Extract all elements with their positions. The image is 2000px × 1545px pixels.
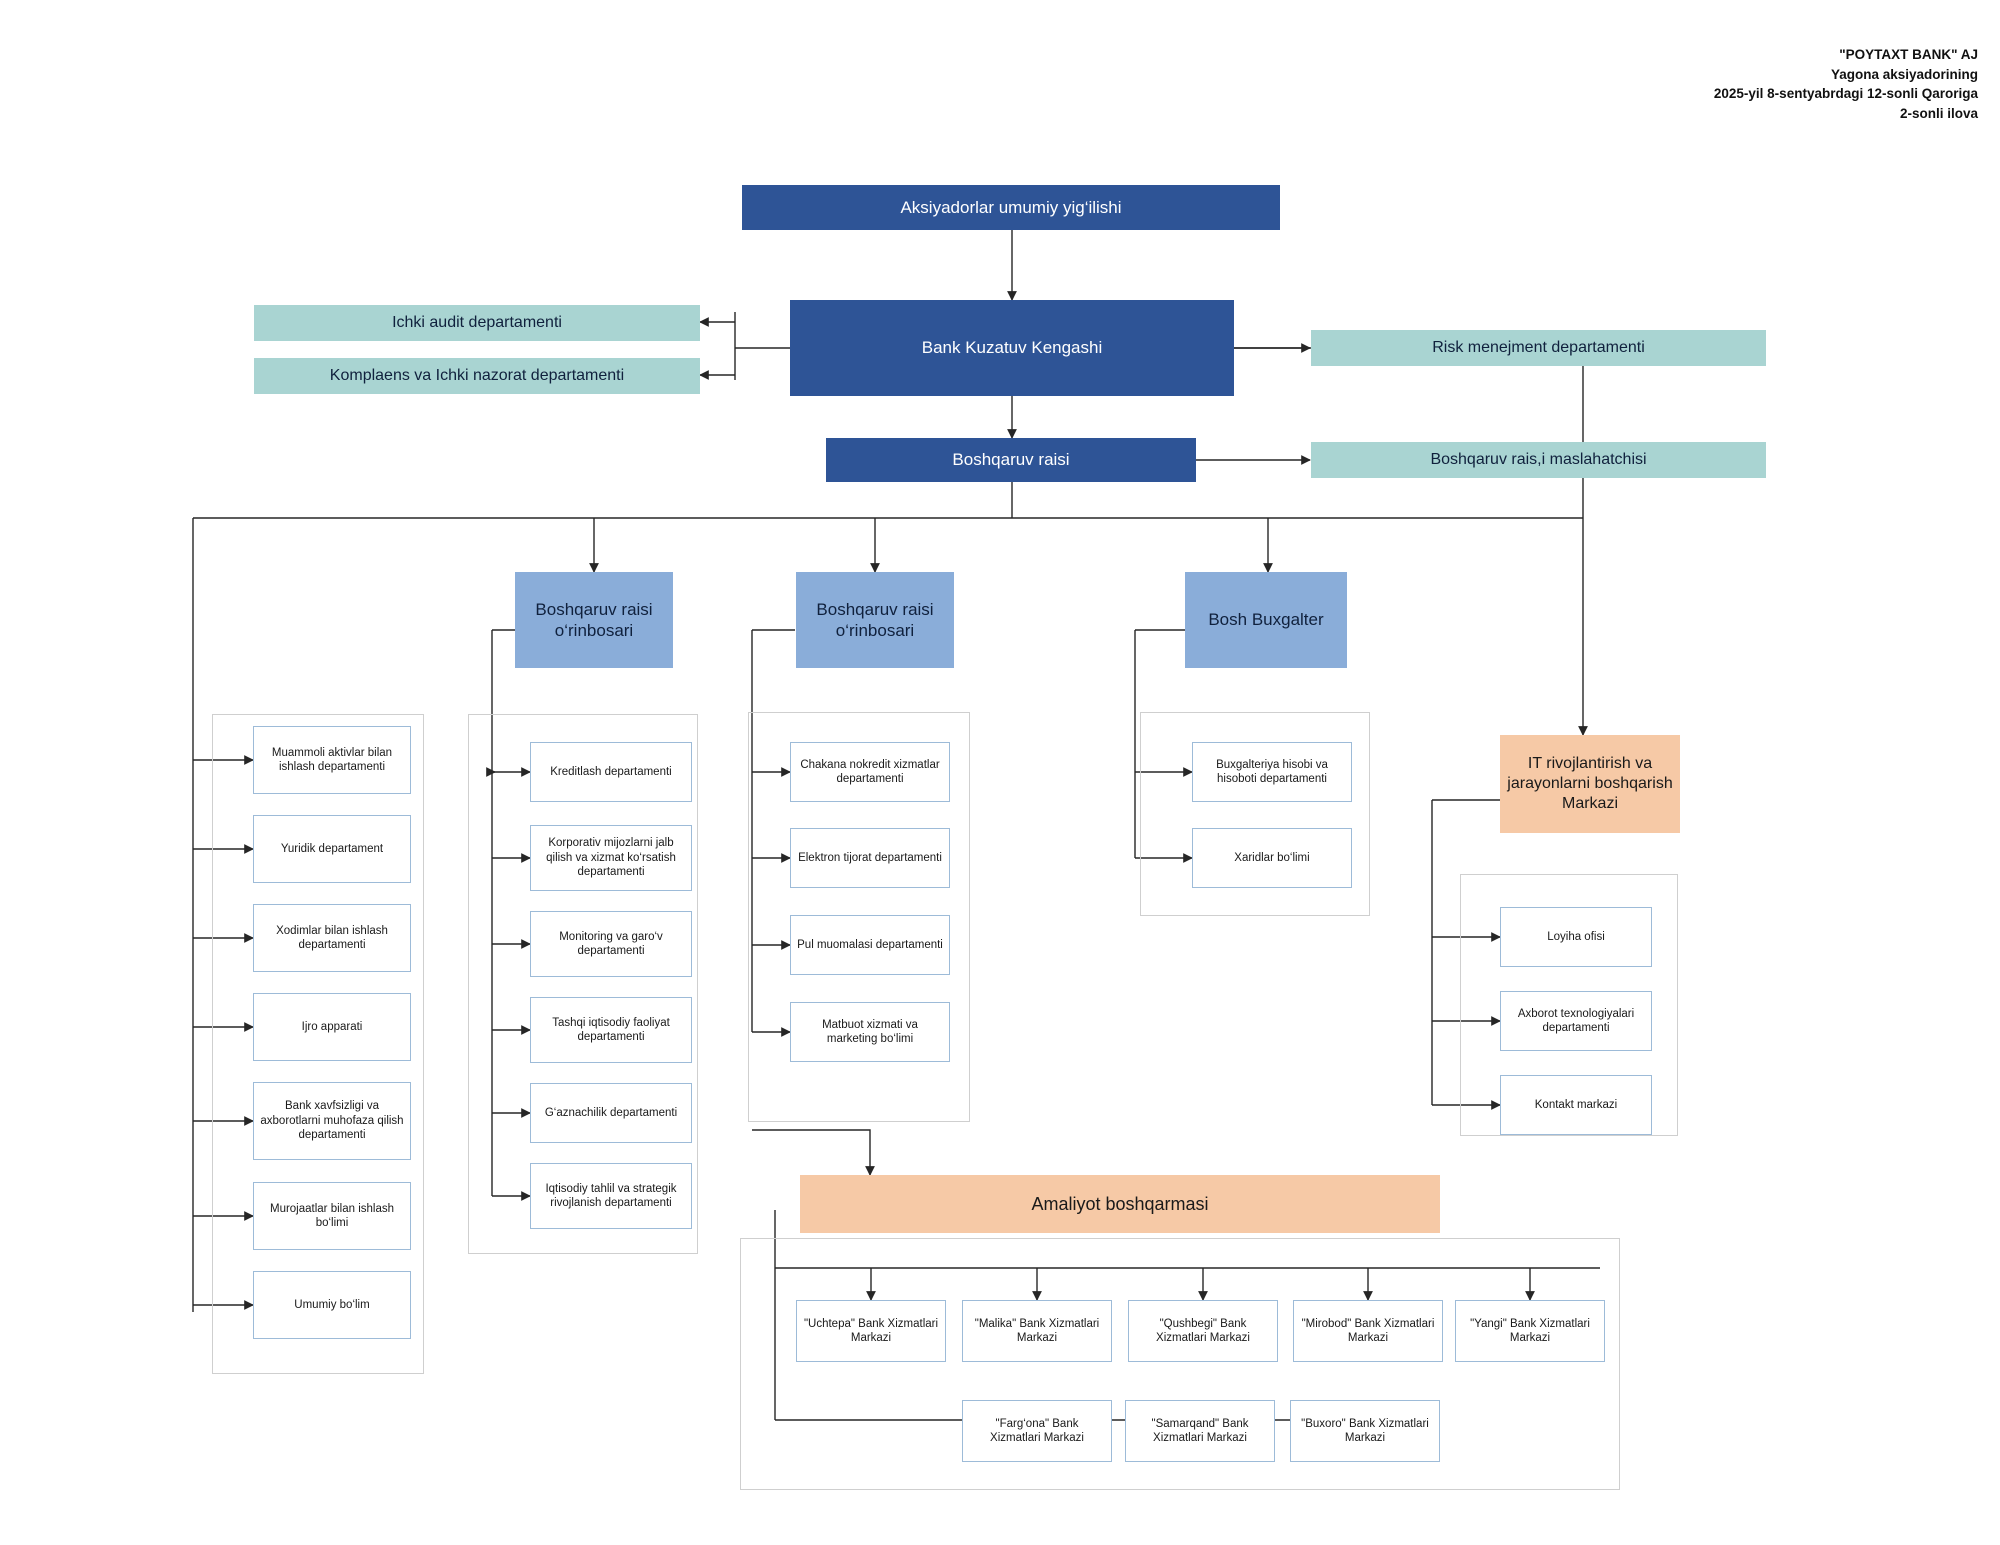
leaf-label: "Buxoro" Bank Xizmatlari Markazi [1301,1417,1429,1444]
node-internal-audit-label: Ichki audit departamenti [392,314,562,331]
leaf-deputy2-unit[interactable] [790,742,950,802]
leaf-label: Yuridik departament [280,842,384,855]
node-shareholders-meeting[interactable] [742,185,1280,230]
leaf-chairman-unit[interactable] [253,815,411,883]
node-it-center-label: IT rivojlantirish va jarayonlarni boshqarish Markazi [1507,755,1673,812]
leaf-it-unit[interactable] [1500,907,1652,967]
leaf-service-center[interactable] [796,1300,946,1362]
leaf-label: Xodimlar bilan ishlash departamenti [276,924,388,951]
leaf-deputy2-unit[interactable] [790,1002,950,1062]
leaf-chairman-unit[interactable] [253,1082,411,1160]
leaf-deputy1-unit[interactable] [530,1163,692,1229]
node-operations-label: Amaliyot boshqarmasi [1031,1193,1209,1214]
leaf-chairman-unit[interactable] [253,1271,411,1339]
leaf-service-center[interactable] [1125,1400,1275,1462]
leaf-it-unit[interactable] [1500,1075,1652,1135]
leaf-service-center[interactable] [962,1300,1112,1362]
leaf-label: Axborot texnologiyalari departamenti [1517,1007,1635,1034]
leaf-deputy1-unit[interactable] [530,1083,692,1143]
node-chairman-advisor[interactable] [1311,442,1766,478]
leaf-service-center[interactable] [1128,1300,1278,1362]
leaf-deputy1-unit[interactable] [530,742,692,802]
header-line-3: 2025-yil 8-sentyabrdagi 12-sonli Qaroriga [1713,86,1978,102]
leaf-chairman-unit[interactable] [253,1182,411,1250]
leaf-label: Elektron tijorat departamenti [798,851,942,864]
node-internal-audit[interactable] [254,305,700,341]
node-chairman-label: Boshqaruv raisi [952,450,1070,470]
leaf-deputy2-unit[interactable] [790,915,950,975]
node-chairman[interactable] [826,438,1196,482]
leaf-label: Ijro apparati [301,1020,363,1033]
leaf-label: Chakana nokredit xizmatlar departamenti [800,758,940,785]
leaf-chairman-unit[interactable] [253,904,411,972]
leaf-label: Umumiy bo‘lim [294,1298,370,1311]
header-line-4: 2-sonli ilova [1899,105,1978,121]
header-line-1: "POYTAXT BANK" AJ [1839,47,1978,62]
leaf-label: Monitoring va garo‘v departamenti [559,930,663,957]
node-risk-management-label: Risk menejment departamenti [1432,339,1645,356]
leaf-it-unit[interactable] [1500,991,1652,1051]
leaf-deputy2-unit[interactable] [790,828,950,888]
node-compliance[interactable] [254,358,700,394]
node-supervisory-board[interactable] [790,300,1234,396]
leaf-label: "Mirobod" Bank Xizmatlari Markazi [1301,1317,1435,1344]
leaf-label: Xaridlar bo‘limi [1234,851,1310,864]
node-deputy-1-label: Boshqaruv raisi o‘rinbosari [535,599,653,640]
leaf-accountant-unit[interactable] [1192,828,1352,888]
leaf-label: Pul muomalasi departamenti [797,938,943,951]
leaf-service-center[interactable] [962,1400,1112,1462]
document-header [1714,45,1978,123]
leaf-label: Tashqi iqtisodiy faoliyat departamenti [552,1016,670,1043]
leaf-label: "Samarqand" Bank Xizmatlari Markazi [1151,1417,1249,1444]
leaf-label: Loyiha ofisi [1547,930,1605,943]
node-deputy-2[interactable] [796,572,954,668]
node-chief-accountant-label: Bosh Buxgalter [1208,610,1324,630]
leaf-label: Buxgalteriya hisobi va hisoboti departamenti [1216,758,1328,785]
node-compliance-label: Komplaens va Ichki nazorat departamenti [329,367,625,384]
node-it-center[interactable] [1500,735,1680,833]
leaf-label: Korporativ mijozlarni jalb qilish va xizmat ko‘rsatish departamenti [546,837,676,879]
node-chairman-advisor-label: Boshqaruv rais,i maslahatchisi [1430,451,1647,468]
leaf-label: "Malika" Bank Xizmatlari Markazi [974,1317,1100,1344]
leaf-chairman-unit[interactable] [253,993,411,1061]
node-risk-management[interactable] [1311,330,1766,366]
leaf-deputy1-unit[interactable] [530,825,692,891]
node-deputy-2-label: Boshqaruv raisi o‘rinbosari [816,599,934,640]
leaf-service-center[interactable] [1290,1400,1440,1462]
leaf-label: Bank xavfsizligi va axborotlarni muhofaza qilish departamenti [260,1100,404,1142]
leaf-accountant-unit[interactable] [1192,742,1352,802]
leaf-label: "Qushbegi" Bank Xizmatlari Markazi [1156,1317,1250,1344]
leaf-label: Murojaatlar bilan ishlash bo‘limi [269,1202,394,1229]
leaf-label: Kreditlash departamenti [550,765,672,778]
node-operations[interactable] [800,1175,1440,1233]
leaf-label: G‘aznachilik departamenti [544,1106,678,1119]
leaf-label: Muammoli aktivlar bilan ishlash departamenti [271,746,393,773]
leaf-label: "Yangi" Bank Xizmatlari Markazi [1470,1317,1590,1344]
node-shareholders-meeting-label: Aksiyadorlar umumiy yig‘ilishi [900,197,1122,217]
leaf-deputy1-unit[interactable] [530,997,692,1063]
leaf-service-center[interactable] [1293,1300,1443,1362]
leaf-label: "Farg‘ona" Bank Xizmatlari Markazi [990,1417,1084,1444]
leaf-chairman-unit[interactable] [253,726,411,794]
header-line-2: Yagona aksiyadorining [1830,66,1978,82]
node-chief-accountant[interactable] [1185,572,1347,668]
leaf-label: Iqtisodiy tahlil va strategik rivojlanish departamenti [545,1182,677,1209]
leaf-label: Kontakt markazi [1534,1098,1618,1111]
leaf-deputy1-unit[interactable] [530,911,692,977]
leaf-label: Matbuot xizmati va marketing bo‘limi [822,1018,918,1045]
leaf-label: "Uchtepa" Bank Xizmatlari Markazi [803,1317,939,1344]
leaf-service-center[interactable] [1455,1300,1605,1362]
node-supervisory-board-label: Bank Kuzatuv Kengashi [921,338,1103,358]
node-deputy-1[interactable] [515,572,673,668]
